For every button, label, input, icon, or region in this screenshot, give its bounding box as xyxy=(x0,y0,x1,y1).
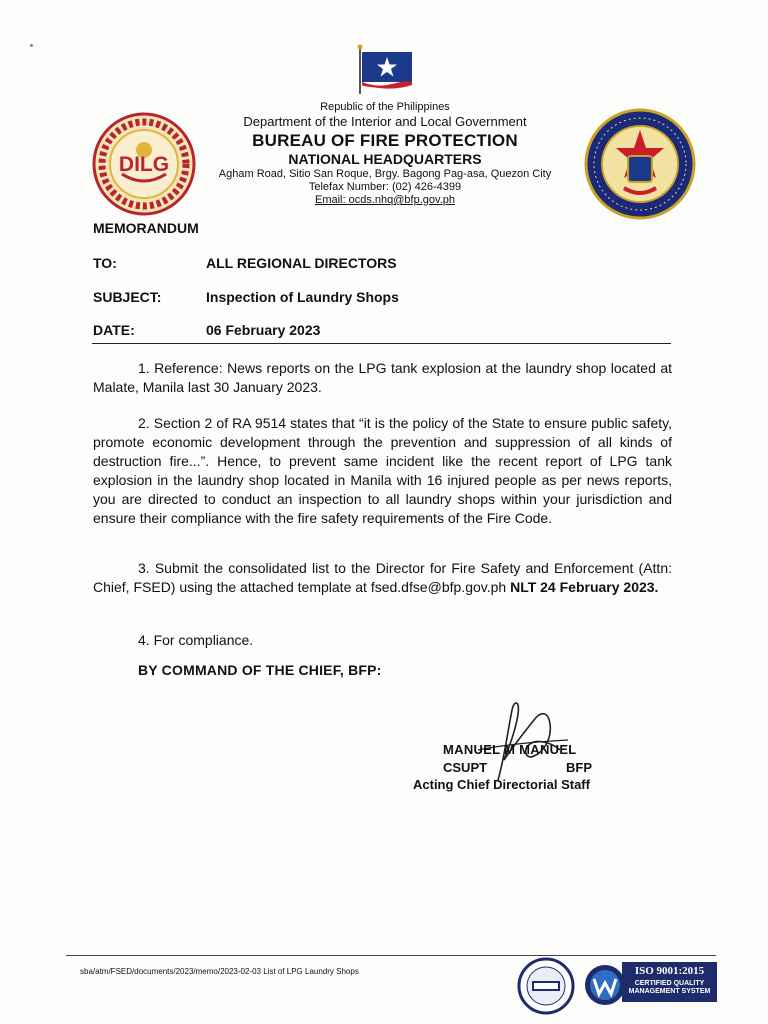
department-line: Department of the Interior and Local Government xyxy=(243,114,527,129)
paragraph-submission xyxy=(93,559,672,597)
date-label: DATE: xyxy=(93,322,135,338)
signatory-title: Acting Chief Directorial Staff xyxy=(413,777,590,792)
memo-type: MEMORANDUM xyxy=(93,220,199,236)
bureau-name: BUREAU OF FIRE PROTECTION xyxy=(252,131,518,150)
republic-line: Republic of the Philippines xyxy=(320,101,450,113)
subject-label: SUBJECT: xyxy=(93,289,162,305)
letterhead xyxy=(200,100,570,207)
iso-subtitle-line-1: CERTIFIED QUALITY xyxy=(634,980,705,987)
submission-deadline: NLT 24 February 2023. xyxy=(510,579,659,595)
paragraph-compliance: 4. For compliance. xyxy=(138,632,254,648)
telefax-line: Telefax Number: (02) 426-4399 xyxy=(308,181,462,193)
philippine-flag-icon xyxy=(357,44,415,94)
handwritten-signature xyxy=(468,690,578,790)
paragraph-reference: 1. Reference: News reports on the LPG tank explosion at the laundry shop located at Malate, Manila last 30 January 2023. xyxy=(93,360,672,395)
footer-divider xyxy=(66,955,716,956)
to-label: TO: xyxy=(93,255,117,271)
iso-subtitle-line-2: MANAGEMENT SYSTEM xyxy=(628,988,711,995)
iso-subtitle xyxy=(622,980,717,996)
document-path: sba/atm/FSED/documents/2023/memo/2023-02-03 List of LPG Laundry Shops xyxy=(80,967,359,976)
certification-mark-icon xyxy=(584,964,626,1006)
subject-value: Inspection of Laundry Shops xyxy=(206,289,399,305)
office-name: NATIONAL HEADQUARTERS xyxy=(288,151,482,167)
header-divider xyxy=(92,343,671,344)
dilg-seal-icon xyxy=(92,112,196,216)
address-line: Agham Road, Sitio San Roque, Brgy. Bagong Pag-asa, Quezon City xyxy=(218,168,552,180)
command-line: BY COMMAND OF THE CHIEF, BFP: xyxy=(138,662,382,678)
iso-badge xyxy=(622,962,717,1002)
iso-title: ISO 9001:2015 xyxy=(634,965,705,977)
email-link[interactable]: Email: ocds.nhq@bfp.gov.ph xyxy=(315,194,455,206)
scan-speck xyxy=(30,44,33,47)
paragraph-section-2: 2. Section 2 of RA 9514 states that “it is the policy of the State to ensure public safety, promote economic development through the prevention and suppression of all kinds of destruction fire...”. Hence, to prevent same incident like the recent report of LPG tank explosion in the laundry shop located in Manila with 16 injured people as per news reports, you are directed to conduct an inspection to all laundry shops within your jurisdiction and ensure their compliance with the fire safety requirements of the Fire Code. xyxy=(93,415,672,526)
date-value: 06 February 2023 xyxy=(206,322,321,338)
submission-text: 3. Submit the consolidated list to the Director for Fire Safety and Enforcement (Attn: Chief, FSED) using the attached template at fsed.dfse@bfp.gov.ph xyxy=(93,560,672,595)
to-value: ALL REGIONAL DIRECTORS xyxy=(206,255,397,271)
iqnet-certification-icon xyxy=(516,957,576,1015)
bfp-seal-icon xyxy=(584,108,696,220)
signatory-service: BFP xyxy=(566,760,592,775)
signatory-rank: CSUPT xyxy=(443,760,488,775)
signatory-name: MANUEL M MANUEL xyxy=(443,742,577,757)
dilg-logo-text: DILG xyxy=(118,153,170,176)
